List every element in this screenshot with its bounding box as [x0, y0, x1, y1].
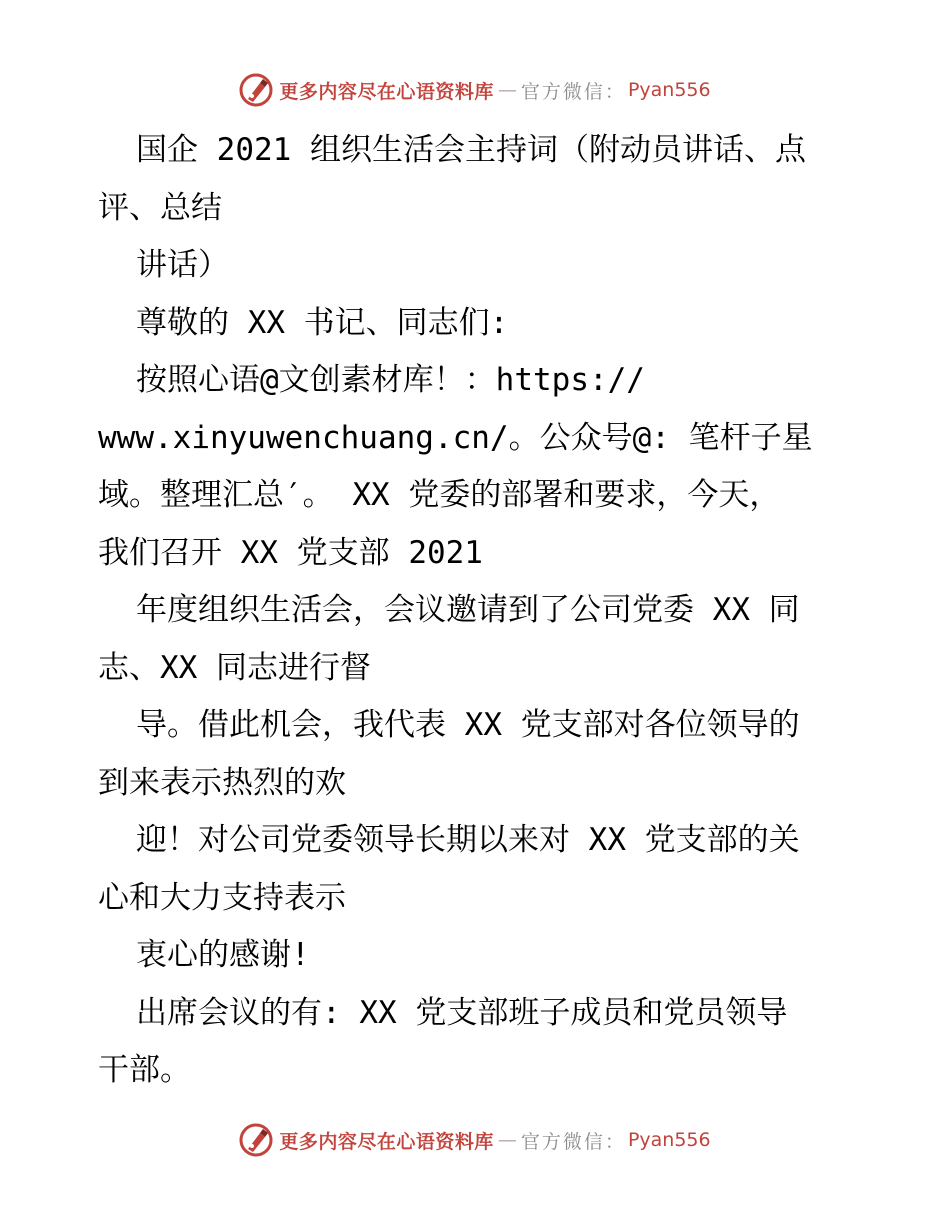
document-line: 出席会议的有: XX 党支部班子成员和党员领导 — [136, 994, 788, 1031]
document-line: www.xinyuwenchuang.cn/。公众号@: 笔杆子星 — [98, 419, 813, 456]
document-line: 尊敬的 XX 书记、同志们: — [136, 304, 509, 341]
document-body — [98, 122, 858, 1100]
document-line: 评、总结 — [98, 189, 222, 226]
document-line: 我们召开 XX 党支部 2021 — [98, 534, 483, 571]
document-line: 域。整理汇总′。 XX 党委的部署和要求，今天， — [98, 477, 781, 513]
document-line: 按照心语@文创素材库！：https:// — [136, 362, 645, 398]
watermark-label: 官方微信： — [520, 1130, 626, 1153]
watermark-brand: 更多内容尽在心语资料库 — [279, 80, 494, 103]
document-line: 年度组织生活会，会议邀请到了公司党委 XX 同 — [136, 592, 800, 628]
document-line: 导。借此机会，我代表 XX 党支部对各位领导的 — [136, 707, 800, 743]
document-line: 干部。 — [98, 1052, 191, 1088]
watermark-account: Pyan556 — [627, 79, 711, 101]
document-line: 志、XX 同志进行督 — [98, 649, 371, 686]
document-line: 国企 2021 组织生活会主持词（附动员讲话、点 — [136, 132, 806, 168]
header-watermark — [0, 70, 950, 110]
document-line: 迎！对公司党委领导长期以来对 XX 党支部的关 — [136, 822, 800, 858]
document-line: 到来表示热烈的欢 — [98, 764, 346, 801]
watermark-dash: — — [497, 1129, 517, 1151]
watermark-dash: — — [497, 79, 517, 101]
watermark-brand: 更多内容尽在心语资料库 — [279, 1130, 494, 1153]
document-line: 心和大力支持表示 — [98, 879, 346, 916]
watermark-label: 官方微信： — [520, 80, 626, 103]
pen-logo-icon — [239, 73, 273, 107]
document-line: 衷心的感谢! — [136, 937, 310, 973]
pen-logo-icon — [239, 1123, 273, 1157]
watermark-account: Pyan556 — [627, 1129, 711, 1151]
footer-watermark — [0, 1120, 950, 1160]
document-line: 讲话） — [136, 247, 229, 283]
